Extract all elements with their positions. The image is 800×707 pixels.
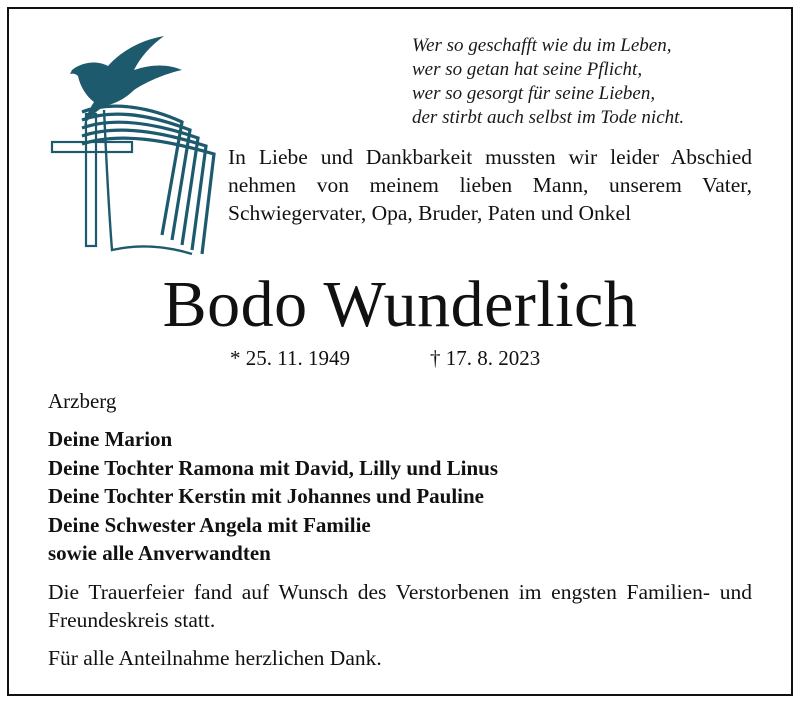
funeral-notice: Die Trauerfeier fand auf Wunsch des Verstorbenen im engsten Familien- und Freundeskreis statt. bbox=[48, 580, 752, 632]
dove-icon bbox=[70, 36, 182, 126]
poem-line: wer so getan hat seine Pflicht, bbox=[412, 59, 643, 80]
mourner-line: Deine Tochter Kerstin mit Johannes und Pauline bbox=[48, 484, 484, 508]
open-book-icon bbox=[82, 106, 214, 254]
poem-line: wer so gesorgt für seine Lieben, bbox=[412, 83, 656, 104]
mourner-line: sowie alle Anverwandten bbox=[48, 541, 271, 565]
mourner-line: Deine Schwester Angela mit Familie bbox=[48, 512, 371, 537]
poem-line: Wer so geschafft wie du im Leben, bbox=[412, 35, 672, 56]
mourner-line: Deine Tochter Ramona mit David, Lilly und Linus bbox=[48, 455, 499, 480]
emblem bbox=[42, 30, 222, 260]
death-date: † 17. 8. 2023 bbox=[430, 346, 541, 370]
mourners-list bbox=[48, 425, 748, 568]
mourner-line: Deine Marion bbox=[48, 427, 173, 451]
place-name: Arzberg bbox=[48, 389, 117, 413]
deceased-name: Bodo Wunderlich bbox=[162, 268, 638, 341]
birth-date: * 25. 11. 1949 bbox=[230, 346, 350, 370]
poem-line: der stirbt auch selbst im Tode nicht. bbox=[412, 107, 685, 128]
thanks-text: Für alle Anteilnahme herzlichen Dank. bbox=[48, 646, 382, 670]
intro-text: In Liebe und Dankbarkeit mussten wir leider Abschied nehmen von meinem lieben Mann, unserem Vater, Schwiegervater, Opa, Bruder, Paten und Onkel bbox=[228, 145, 752, 225]
poem-verse bbox=[412, 34, 757, 130]
